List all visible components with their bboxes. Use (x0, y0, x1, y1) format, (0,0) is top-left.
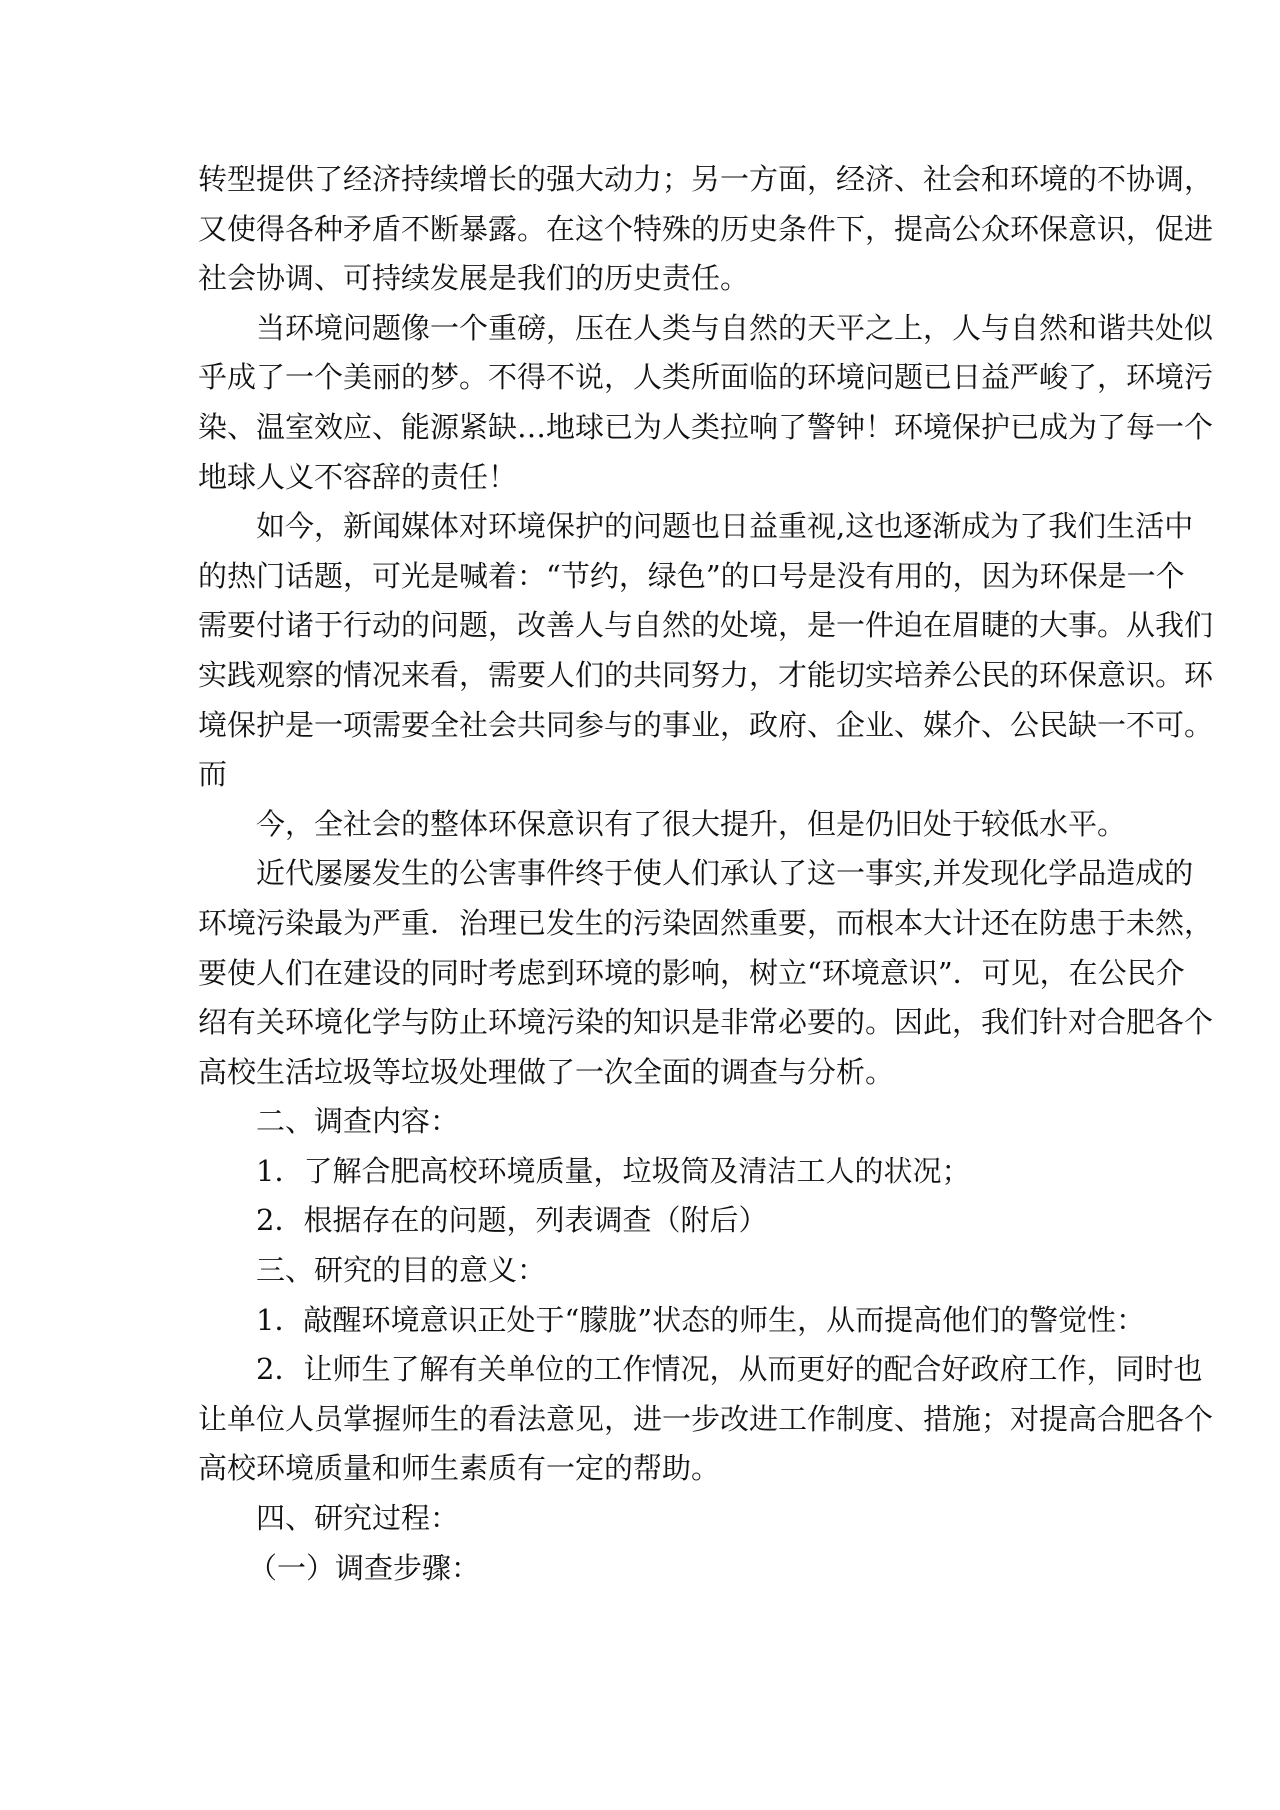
text-line: 需要付诸于行动的问题，改善人与自然的处境，是一件迫在眉睫的大事。从我们 (198, 608, 1214, 643)
text-line: 地球人义不容辞的责任！ (198, 459, 518, 494)
list-item: 1．了解合肥高校环境质量，垃圾筒及清洁工人的状况； (256, 1153, 971, 1188)
text-line: 高校环境质量和师生素质有一定的帮助。 (198, 1451, 721, 1486)
section-heading: 三、研究的目的意义： (256, 1253, 547, 1288)
text-line: 今，全社会的整体环保意识有了很大提升，但是仍旧处于较低水平。 (256, 806, 1127, 841)
list-item: 1．敲醒环境意识正处于“朦胧”状态的师生，从而提高他们的警觉性： (256, 1302, 1146, 1337)
text-line: 让单位人员掌握师生的看法意见，进一步改进工作制度、措施；对提高合肥各个 (198, 1401, 1214, 1436)
text-line: 又使得各种矛盾不断暴露。在这个特殊的历史条件下，提高公众环保意识，促进 (198, 211, 1214, 246)
text-line: 社会协调、可持续发展是我们的历史责任。 (198, 261, 750, 296)
text-line: 转型提供了经济持续增长的强大动力；另一方面，经济、社会和环境的不协调， (198, 162, 1214, 196)
list-item: 2．让师生了解有关单位的工作情况，从而更好的配合好政府工作，同时也 (256, 1352, 1203, 1387)
text-line: 环境污染最为严重．治理已发生的污染固然重要，而根本大计还在防患于未然， (198, 905, 1214, 940)
subsection-heading: （一）调查步骤： (248, 1550, 481, 1585)
text-line: 的热门话题，可光是喊着：“节约，绿色”的口号是没有用的，因为环保是一个 (198, 558, 1185, 593)
text-line: 染、温室效应、能源紧缺…地球已为人类拉响了警钟！环境保护已成为了每一个 (198, 409, 1214, 444)
text-line: 境保护是一项需要全社会共同参与的事业，政府、企业、媒介、公民缺一不可。 (198, 707, 1214, 742)
text-line: 高校生活垃圾等垃圾处理做了一次全面的调查与分析。 (198, 1054, 895, 1089)
text-line: 如今，新闻媒体对环境保护的问题也日益重视,这也逐渐成为了我们生活中 (256, 509, 1194, 544)
section-heading: 二、调查内容： (256, 1104, 460, 1139)
text-line: 乎成了一个美丽的梦。不得不说，人类所面临的环境问题已日益严峻了，环境污 (198, 360, 1214, 395)
text-line: 当环境问题像一个重磅，压在人类与自然的天平之上，人与自然和谐共处似 (256, 310, 1214, 345)
list-item: 2．根据存在的问题，列表调查（附后） (256, 1203, 768, 1238)
section-heading: 四、研究过程： (256, 1501, 460, 1536)
text-line: 近代屡屡发生的公害事件终于使人们承认了这一事实,并发现化学品造成的 (256, 856, 1194, 891)
document-page (198, 155, 1214, 1593)
text-line: 绍有关环境化学与防止环境污染的知识是非常必要的。因此，我们针对合肥各个 (198, 1005, 1214, 1040)
text-line: 要使人们在建设的同时考虑到环境的影响，树立“环境意识”．可见，在公民介 (198, 955, 1185, 990)
text-line: 而 (198, 757, 228, 792)
text-line: 实践观察的情况来看，需要人们的共同努力，才能切实培养公民的环保意识。环 (198, 657, 1214, 692)
